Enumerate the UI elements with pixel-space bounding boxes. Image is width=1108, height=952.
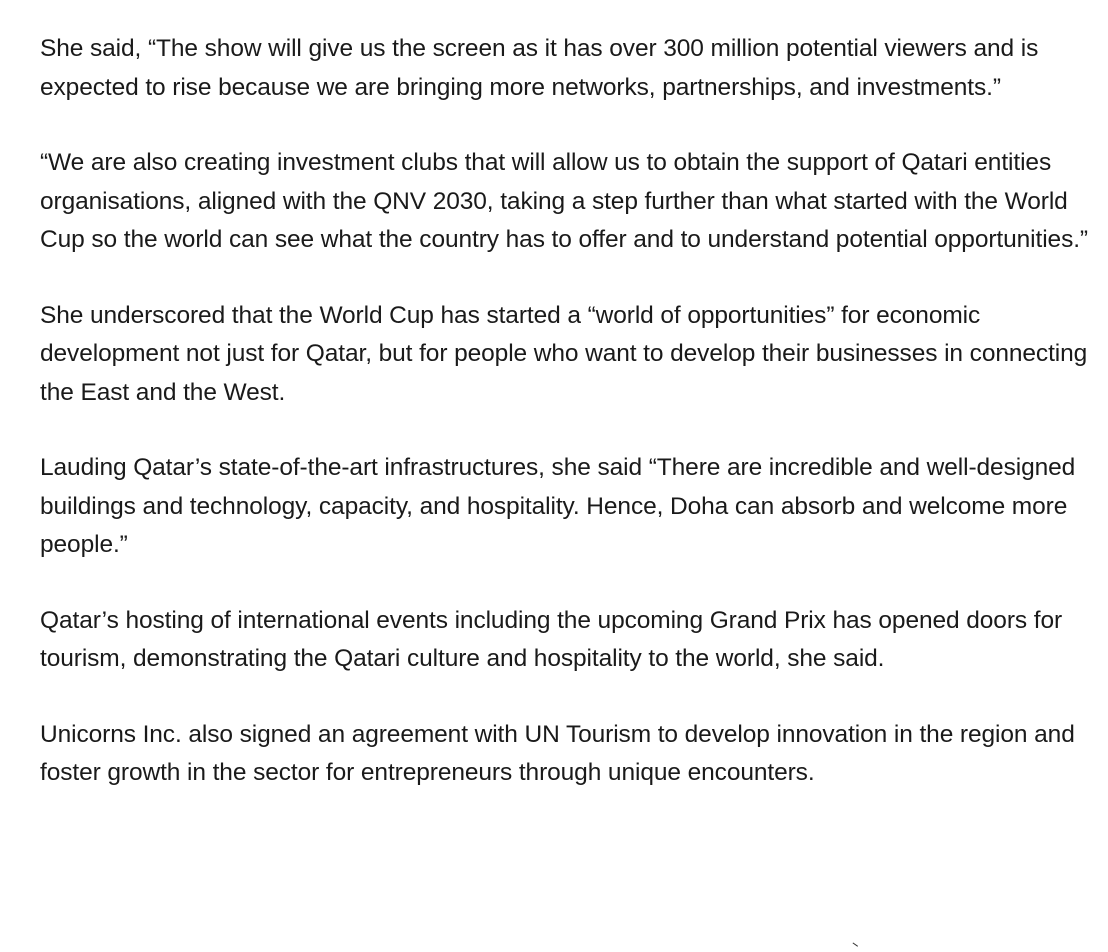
paragraph-3: She underscored that the World Cup has started a “world of opportunities” for economic development not just for Qatar, but for people who want to develop their businesses in connecting the East and the West. (40, 301, 1088, 406)
article-body (40, 30, 1090, 830)
paragraph-6: Unicorns Inc. also signed an agreement with UN Tourism to develop innovation in the region and foster growth in the sector for entrepreneurs through unique encounters. (40, 720, 1075, 786)
paragraph-1: She said, “The show will give us the screen as it has over 300 million potential viewers and is expected to rise because we are bringing more networks, partnerships, and investments.” (40, 35, 1039, 101)
cut-off-glyph (852, 942, 858, 947)
paragraph-2: “We are also creating investment clubs that will allow us to obtain the support of Qatari entities organisations, aligned with the QNV 2030, taking a step further than what started with the World Cup so the world can see what the country has to offer and to understand potential opportunities.” (40, 149, 1088, 253)
paragraph-4: Lauding Qatar’s state-of-the-art infrastructures, she said “There are incredible and well-designed buildings and technology, capacity, and hospitality. Hence, Doha can absorb and welcome more people.” (40, 454, 1076, 558)
paragraph-5: Qatar’s hosting of international events including the upcoming Grand Prix has opened doors for tourism, demonstrating the Qatari culture and hospitality to the world, she said. (40, 606, 1063, 672)
